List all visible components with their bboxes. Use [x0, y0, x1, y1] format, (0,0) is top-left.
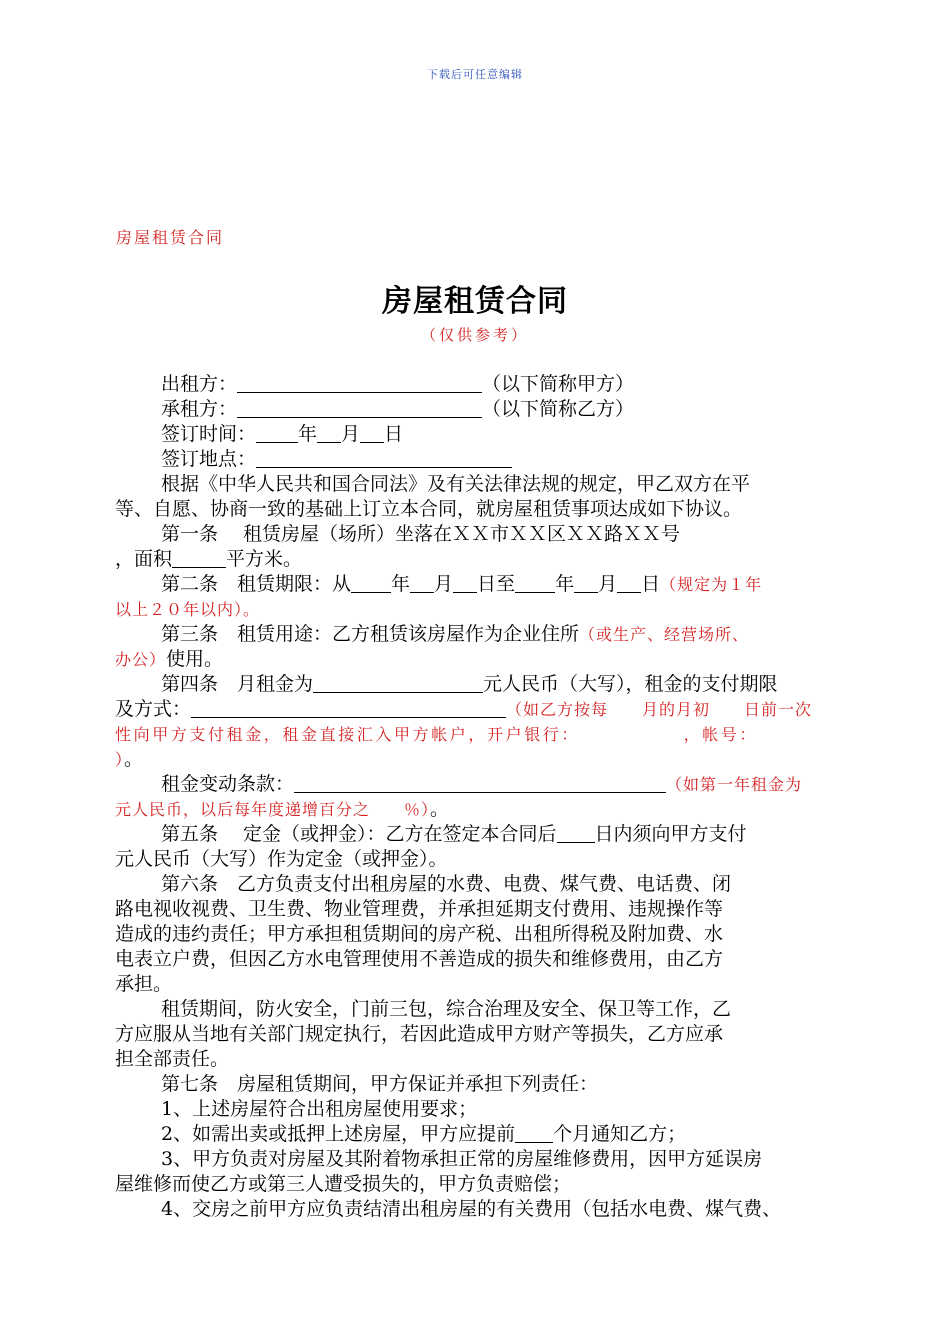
clause-3-line-2: 办公）使用。 — [115, 648, 224, 670]
clause-1-line-2: ，面积 平方米。 — [115, 548, 303, 570]
download-note: 下载后可任意编辑 — [427, 68, 523, 81]
clause-4-line-3: 性向甲方支付租金，租金直接汇入甲方帐户，开户银行： ，帐号： — [115, 725, 759, 744]
clause-7-item-3-line-1: 3、甲方负责对房屋及其附着物承担正常的房屋维修费用，因甲方延误房 — [161, 1148, 763, 1170]
area-blank[interactable] — [172, 547, 226, 568]
lessee-line: 承租方： （以下简称乙方） — [161, 398, 635, 420]
rent-change-line-1: 租金变动条款： （如第一年租金为 — [161, 773, 803, 795]
doc-category-label: 房屋租赁合同 — [116, 228, 225, 247]
end-day-blank[interactable] — [617, 572, 641, 593]
sign-month-blank[interactable] — [317, 422, 341, 443]
deposit-days-blank[interactable] — [557, 822, 595, 843]
lessee-blank[interactable] — [237, 397, 482, 418]
contract-body — [115, 372, 870, 1222]
clause-3-line-1: 第三条 租赁用途：乙方租赁该房屋作为企业住所（或生产、经营场所、 — [161, 623, 750, 645]
intro-line-1: 根据《中华人民共和国合同法》及有关法律法规的规定，甲乙双方在平 — [161, 473, 751, 495]
clause-5-line-2: 元人民币（大写）作为定金（或押金）。 — [115, 848, 448, 870]
clause-6-line-5: 承担。 — [115, 973, 173, 995]
lessor-line: 出租方： （以下简称甲方） — [161, 373, 635, 395]
clause-7-item-1: 1、上述房屋符合出租房屋使用要求； — [161, 1098, 478, 1120]
start-day-blank[interactable] — [453, 572, 477, 593]
end-year-blank[interactable] — [515, 572, 555, 593]
safety-line-3: 担全部责任。 — [115, 1048, 230, 1070]
sign-year-blank[interactable] — [256, 422, 298, 443]
clause-2-line-1: 第二条 租赁期限：从 年 月 日至 年 月 日（规定为１年 — [161, 573, 763, 595]
clause-6-line-2: 路电视收视费、卫生费、物业管理费，并承担延期支付费用、违规操作等 — [115, 898, 724, 920]
end-month-blank[interactable] — [574, 572, 598, 593]
clause-7-item-3-line-2: 屋维修而使乙方或第三人遭受损失的，甲方负责赔偿； — [115, 1173, 572, 1195]
clause-4-line-1: 第四条 月租金为 元人民币（大写），租金的支付期限 — [161, 673, 778, 695]
clause-7-heading: 第七条 房屋租赁期间，甲方保证并承担下列责任： — [161, 1073, 599, 1095]
clause-6-line-4: 电表立户费，但因乙方水电管理使用不善造成的损失和维修费用，由乙方 — [115, 948, 724, 970]
sign-day-blank[interactable] — [360, 422, 384, 443]
sign-place-line: 签订地点： — [115, 447, 870, 472]
rent-change-blank[interactable] — [294, 772, 666, 793]
safety-line-1: 租赁期间，防火安全，门前三包，综合治理及安全、保卫等工作，乙 — [161, 998, 732, 1020]
clause-6-line-1: 第六条 乙方负责支付出租房屋的水费、电费、煤气费、电话费、闭 — [161, 873, 732, 895]
clause-5-line-1: 第五条 定金（或押金）：乙方在签定本合同后 日内须向甲方支付 — [161, 823, 747, 845]
rent-amount-blank[interactable] — [313, 672, 483, 693]
clause-7-item-4: 4、交房之前甲方应负责结清出租房屋的有关费用（包括水电费、煤气费、 — [161, 1198, 782, 1220]
clause-6-line-3: 造成的违约责任；甲方承担租赁期间的房产税、出租所得税及附加费、水 — [115, 923, 724, 945]
notice-months-blank[interactable] — [515, 1122, 553, 1143]
sign-time-line: 签订时间： 年 月 日 — [161, 423, 404, 445]
sign-place-blank[interactable] — [256, 447, 512, 468]
clause-4-line-4: ）。 — [115, 748, 144, 770]
clause-7-item-2: 2、如需出卖或抵押上述房屋，甲方应提前 个月通知乙方； — [161, 1123, 687, 1145]
start-month-blank[interactable] — [410, 572, 434, 593]
start-year-blank[interactable] — [351, 572, 391, 593]
clause-2-line-2: 以上２０年以内）。 — [115, 600, 261, 619]
safety-line-2: 方应服从当地有关部门规定执行，若因此造成甲方财产等损失，乙方应承 — [115, 1023, 724, 1045]
clause-4-line-2: 及方式： （如乙方按每 月的月初 日前一次 — [115, 698, 813, 720]
lessor-blank[interactable] — [237, 372, 482, 393]
rent-change-line-2: 元人民币，以后每年度递增百分之 ％）。 — [115, 798, 450, 820]
clause-1-line-1: 第一条 租赁房屋（场所）坐落在ＸＸ市ＸＸ区ＸＸ路ＸＸ号 — [161, 523, 681, 545]
intro-line-2: 等、自愿、协商一致的基础上订立本合同，就房屋租赁事项达成如下协议。 — [115, 498, 743, 520]
payment-method-blank[interactable] — [191, 697, 506, 718]
page-subtitle: （仅供参考） — [420, 326, 529, 344]
page-title: 房屋租赁合同 — [382, 284, 568, 319]
